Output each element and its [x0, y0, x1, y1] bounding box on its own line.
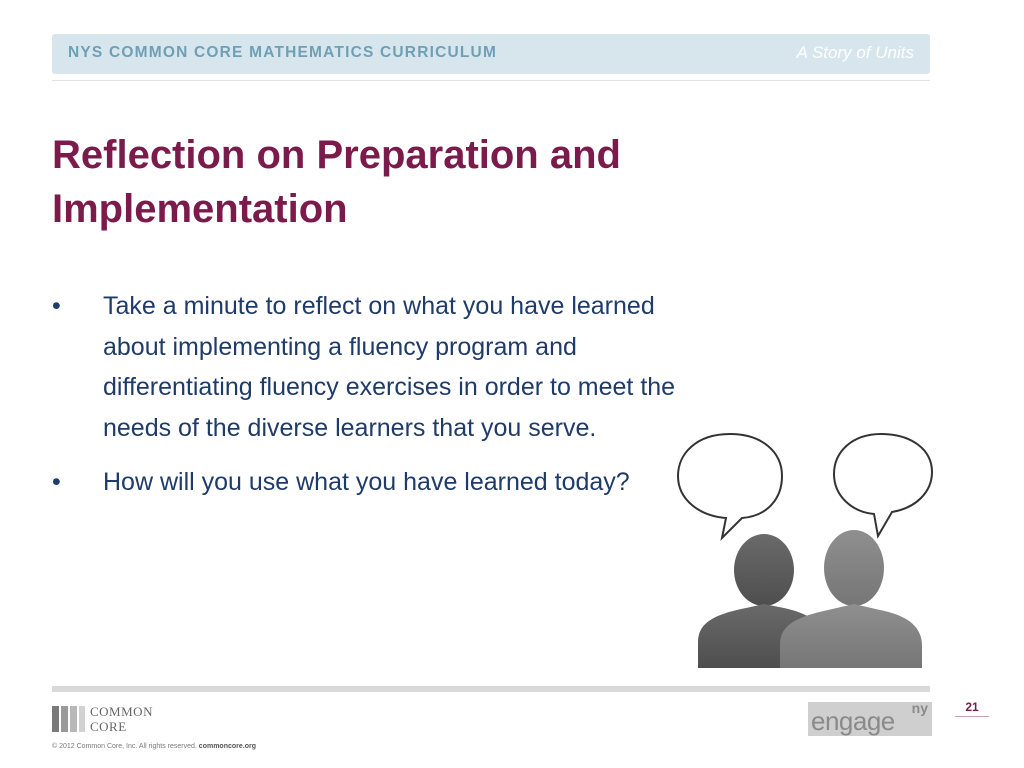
speech-bubble-right — [834, 434, 932, 536]
bullet-item — [52, 286, 692, 448]
engage-word: engage — [811, 706, 895, 736]
copyright-notice — [52, 743, 256, 750]
logo-line-2: CORE — [90, 719, 127, 734]
engage-ny: ny — [911, 700, 928, 716]
series-title: A Story of Units — [796, 43, 914, 62]
bullet-dot: • — [52, 468, 61, 496]
speech-bubble-left — [678, 434, 782, 538]
bullet-dot: • — [52, 292, 61, 320]
two-people-speech-bubbles-icon — [676, 432, 934, 670]
bullet-text: Take a minute to reflect on what you have learned about implementing a fluency program and differentiating fluency exercises in order to meet the needs of the diverse learners that you serve. — [103, 292, 676, 442]
curriculum-title: NYS COMMON CORE MATHEMATICS CURRICULUM — [68, 44, 498, 61]
page-number-underline — [955, 716, 989, 717]
header-divider — [52, 80, 930, 81]
engageny-logo — [808, 702, 932, 736]
page-number: 21 — [965, 700, 979, 714]
person-right-head — [824, 530, 884, 606]
common-core-logo — [52, 704, 186, 736]
footer-divider — [52, 686, 930, 692]
bullet-list — [52, 286, 692, 517]
common-core-bars-icon — [52, 706, 86, 732]
logo-line-1: COMMON — [90, 704, 153, 719]
bullet-text: How will you use what you have learned today? — [103, 468, 630, 496]
slide-title: Reflection on Preparation and Implementation — [52, 133, 621, 231]
header-bar — [52, 34, 930, 74]
copyright-link[interactable]: commoncore.org — [198, 743, 256, 750]
copyright-text: © 2012 Common Core, Inc. All rights reserved. — [52, 743, 197, 750]
bullet-item — [52, 462, 692, 503]
person-left-head — [734, 534, 794, 606]
